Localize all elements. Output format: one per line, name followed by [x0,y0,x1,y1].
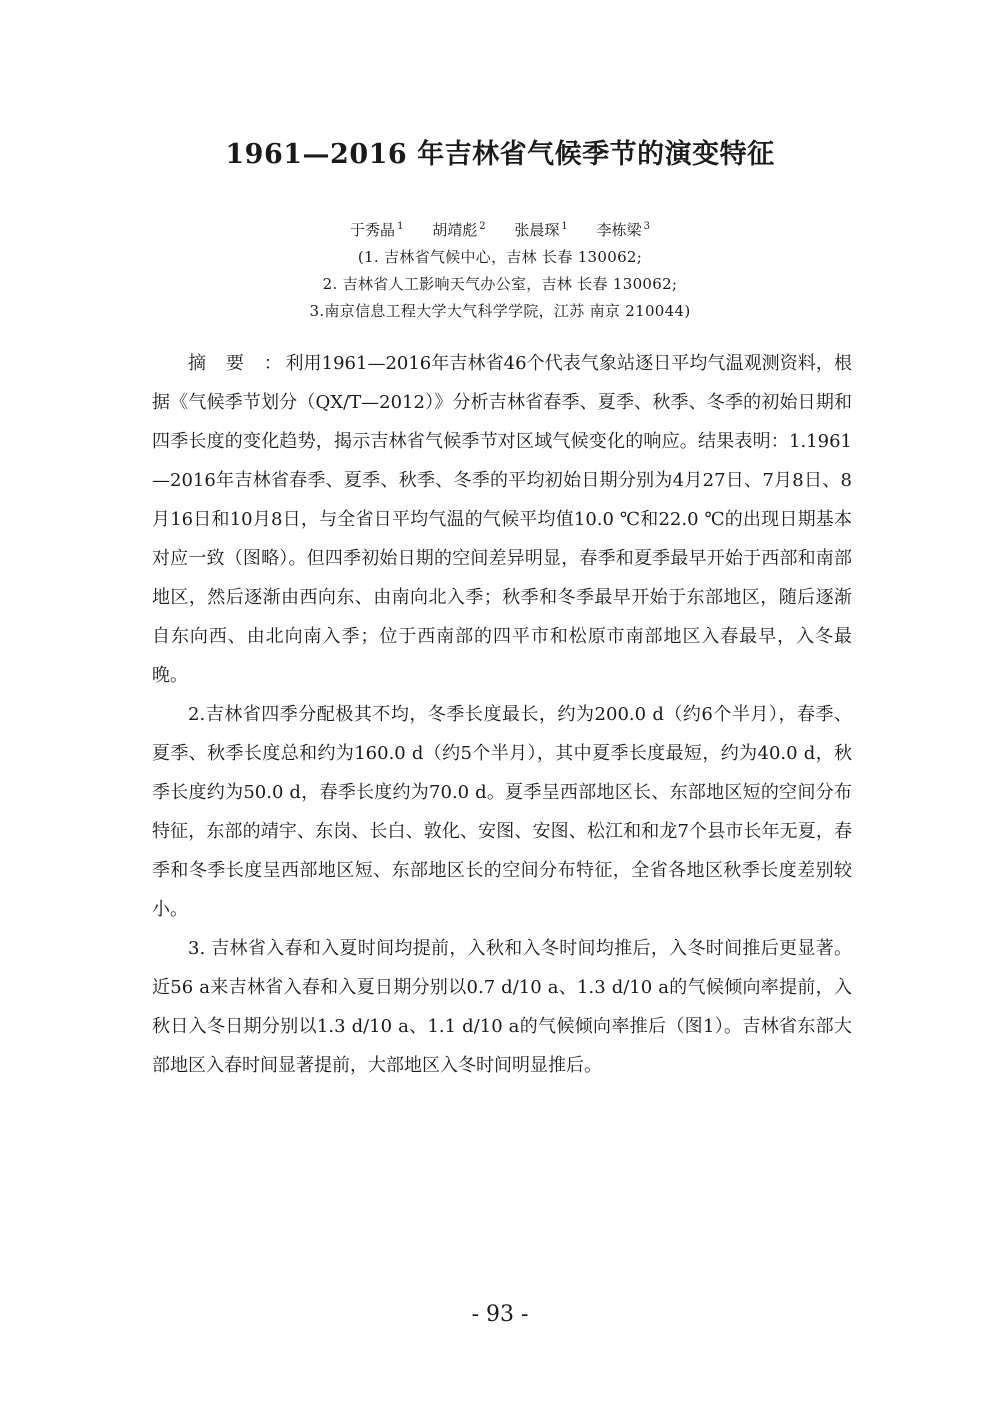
author-block [0,213,1000,325]
page-number: - 93 - [471,1302,529,1327]
affiliation-line: 2. 吉林省人工影响天气办公室，吉林 长春 130062; [322,275,678,293]
author-name: 于秀晶 [350,221,396,239]
affiliation-line: (1. 吉林省气候中心，吉林 长春 130062; [357,248,643,266]
abstract-label: 摘要： [188,353,302,374]
author-affiliation-mark: 1 [561,221,568,232]
paper-title: 1961—2016 年吉林省气候季节的演变特征 [225,139,775,170]
author [350,213,403,244]
abstract-body [152,344,852,1085]
author [432,213,485,244]
author-name: 李栋梁 [596,221,642,239]
affiliation-line: 3.南京信息工程大学大气科学学院，江苏 南京 210044) [309,302,691,320]
abstract-paragraph [152,344,852,695]
author-affiliation-mark: 3 [643,221,650,232]
author-name: 张晨琛 [514,221,560,239]
abstract-paragraph: 2.吉林省四季分配极其不均，冬季长度最长，约为200.0 d（约6个半月），春季、夏季、秋季长度总和约为160.0 d（约5个半月），其中夏季长度最短，约为40.0 d，秋季长度约为50.0 d，春季长度约为70.0 d。夏季呈西部地区长、东部地区短的空间分布特征，东部的靖宇、东岗、长白、敦化、安图、安图、松江和和龙7个县市长年无夏，春季和冬季长度呈西部地区短、东部地区长的空间分布特征，全省各地区秋季长度差别较小。 [152,704,852,920]
author-name: 胡靖彪 [432,221,478,239]
author [597,213,650,244]
author-affiliation-mark: 1 [397,221,404,232]
abstract-paragraph: 3. 吉林省入春和入夏时间均提前，入秋和入冬时间均推后，入冬时间推后更显著。近56 a来吉林省入春和入夏日期分别以0.7 d/10 a、1.3 d/10 a的气候倾向率提前，入秋日入冬日期分别以1.3 d/10 a、1.1 d/10 a的气候倾向率推后（图1）。吉林省东部大部地区入春时间显著提前，大部地区入冬时间明显推后。 [152,938,852,1076]
author-affiliation-mark: 2 [479,221,486,232]
author-list [0,213,1000,244]
author [514,213,567,244]
paragraph-text: 利用1961—2016年吉林省46个代表气象站逐日平均气温观测资料，根据《气候季节划分（QX/T—2012）》分析吉林省春季、夏季、秋季、冬季的初始日期和四季长度的变化趋势，揭示吉林省气候季节对区域气候变化的响应。结果表明：1.1961—2016年吉林省春季、夏季、秋季、冬季的平均初始日期分别为4月27日、7月8日、8月16日和10月8日，与全省日平均气温的气候平均值10.0 ℃和22.0 ℃的出现日期基本对应一致（图略）。但四季初始日期的空间差异明显，春季和夏季最早开始于西部和南部地区，然后逐渐由西向东、由南向北入季；秋季和冬季最早开始于东部地区，随后逐渐自东向西、由北向南入季；位于西南部的四平市和松原市南部地区入春最早，入冬最晚。 [152,353,852,686]
